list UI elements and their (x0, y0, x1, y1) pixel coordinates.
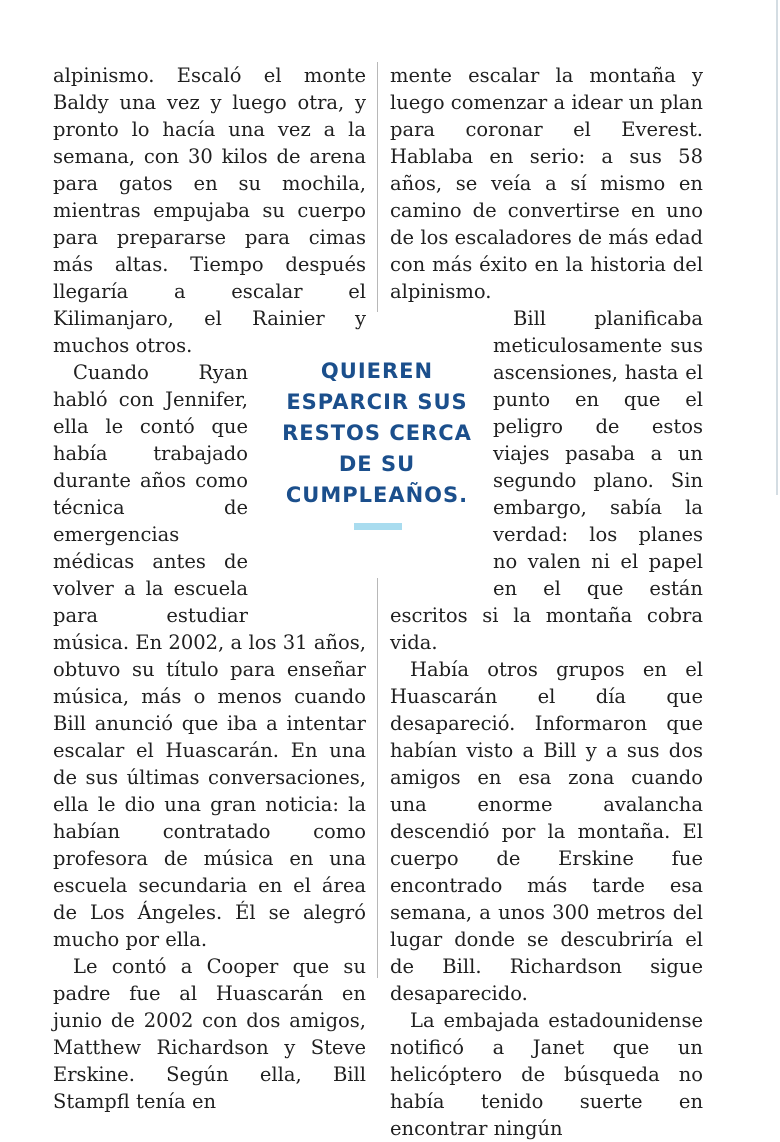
column-divider-bottom (377, 578, 378, 978)
pull-quote-accent-bar (354, 523, 402, 530)
left-paragraph-1: alpinismo. Escaló el monte Baldy una vez y luego otra, y pronto lo hacía una vez a la semana, con 30 kilos de arena para gatos en su mochila, mientras empujaba su cuerpo para prepararse para cimas más altas. Tiempo después llegaría a escalar el Kilimanjaro, el Rainier y muchos otros. (53, 64, 366, 357)
right-paragraph-2: Bill planificaba meticulosamente sus ascensiones, hasta el punto en que el peligro de estos viajes pasaba a un segundo plano. Sin embargo, sabía la verdad: los planes no valen ni el papel en el que están escritos si la montaña cobra vida. (390, 307, 703, 654)
left-column (53, 62, 366, 1115)
pull-quote: QUIEREN ESPARCIR SUS RESTOS CERCA DE SU CUMPLEAÑOS. (282, 359, 472, 507)
left-paragraph-3: Le contó a Cooper que su padre fue al Huascarán en junio de 2002 con dos amigos, Matthew Richardson y Steve Erskine. Según ella, Bill Stampfl tenía en (53, 955, 366, 1113)
column-divider-top (377, 62, 378, 312)
right-paragraph-4: La embajada estadounidense notificó a Janet que un helicóptero de búsqueda no había tenido suerte en encontrar ningún (390, 1009, 703, 1140)
left-paragraph-2: Cuando Ryan habló con Jennifer, ella le contó que había trabajado durante años como técnica de emergencias médicas antes de volver a la escuela para estudiar música. En 2002, a los 31 años, obtuvo su título para enseñar música, más o menos cuando Bill anunció que iba a intentar escalar el Huascarán. En una de sus últimas conversaciones, ella le dio una gran noticia: la habían contratado como profesora de música en una escuela secundaria en el área de Los Ángeles. Él se alegró mucho por ella. (53, 361, 366, 951)
right-column (390, 62, 703, 1142)
right-paragraph-1: mente escalar la montaña y luego comenzar a idear un plan para coronar el Everest. Hablaba en serio: a sus 58 años, se veía a sí mismo en camino de convertirse en uno de los escaladores de más edad con más éxito en la historia del alpinismo. (390, 64, 703, 303)
page-edge-line (776, 0, 778, 495)
right-paragraph-3: Había otros grupos en el Huascarán el día que desapareció. Informaron que habían visto a Bill y a sus dos amigos en esa zona cuando una enorme avalancha descendió por la montaña. El cuerpo de Erskine fue encontrado más tarde esa semana, a unos 300 metros del lugar donde se descubriría el de Bill. Richardson sigue desaparecido. (390, 658, 703, 1005)
